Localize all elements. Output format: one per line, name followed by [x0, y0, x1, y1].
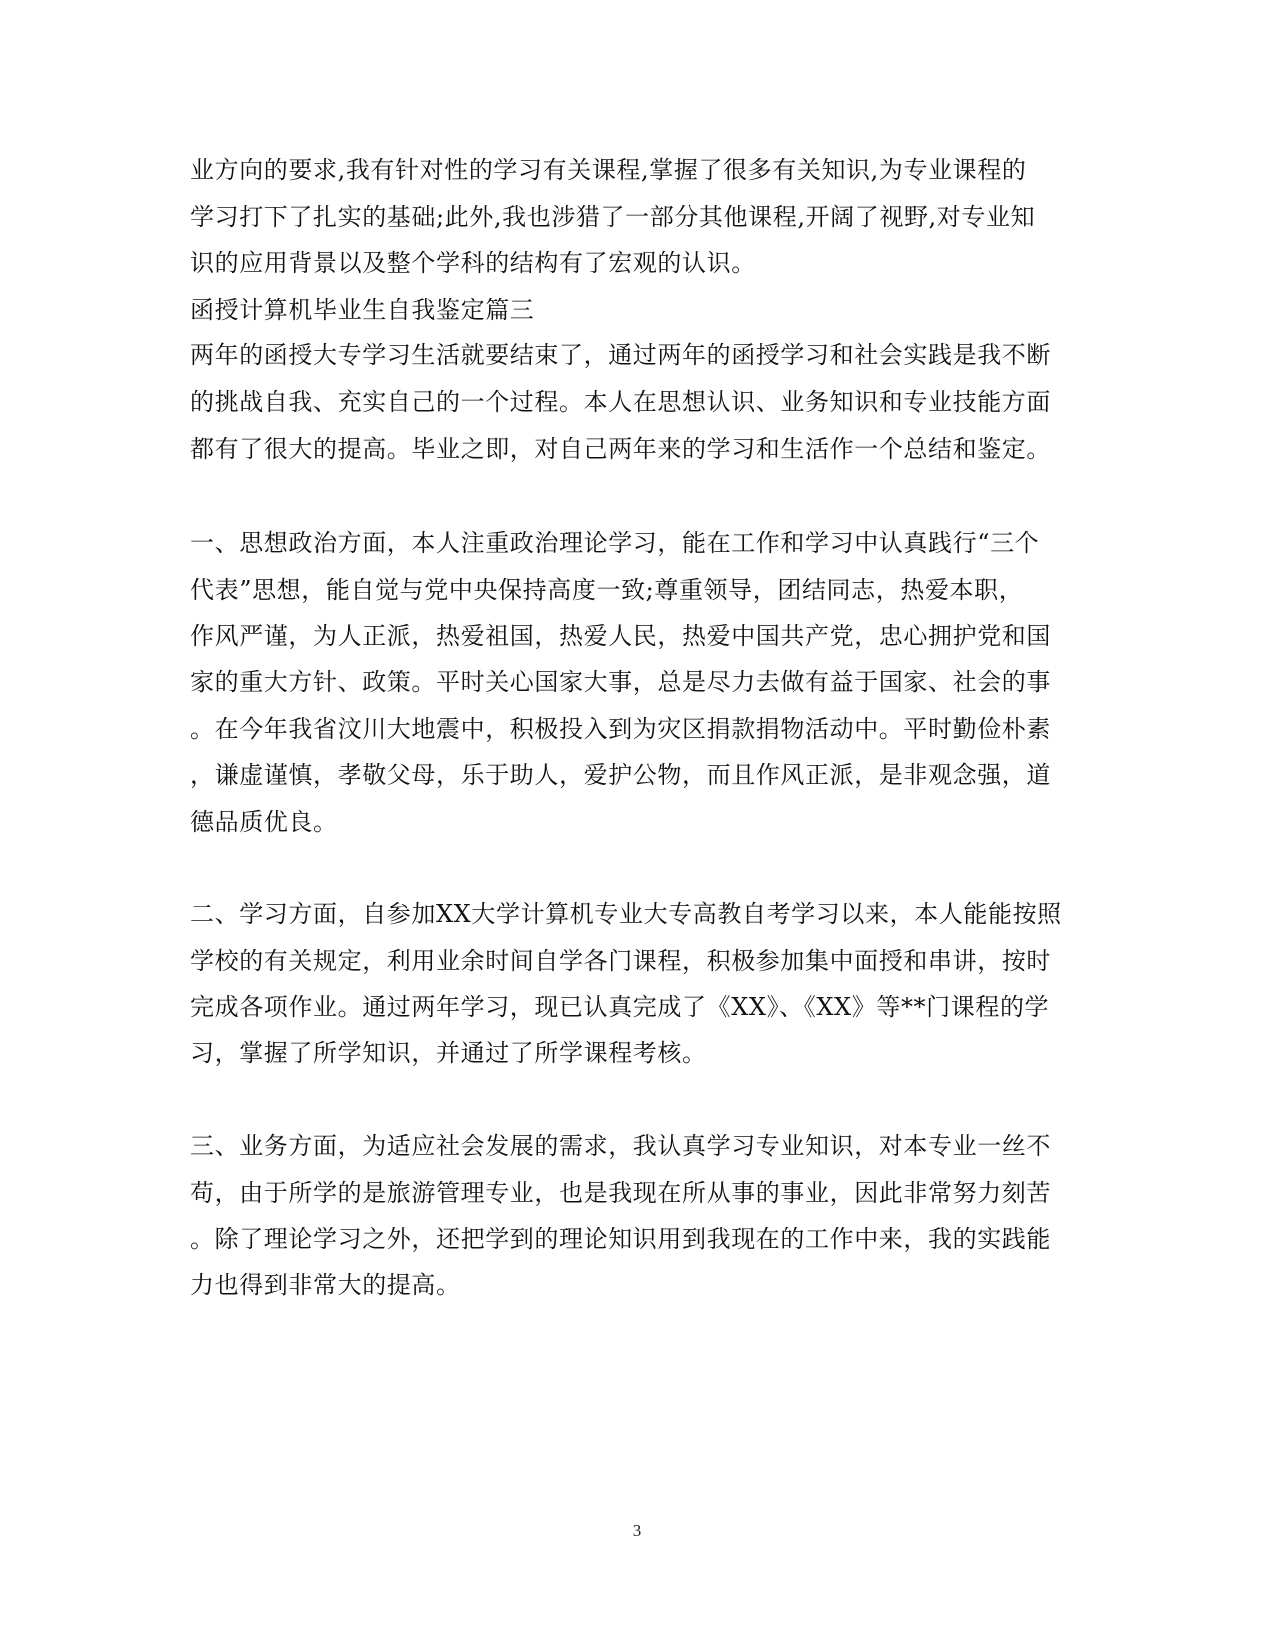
text-line: 德品质优良。	[190, 808, 338, 836]
text-line: 业方向的要求,我有针对性的学习有关课程,掌握了很多有关知识,为专业课程的	[190, 156, 1027, 184]
text-line: 作风严谨，为人正派，热爱祖国，热爱人民，热爱中国共产党，忠心拥护党和国	[190, 622, 1051, 650]
text-line: 的挑战自我、充实自己的一个过程。本人在思想认识、业务知识和专业技能方面	[190, 388, 1051, 416]
text-line: 习，掌握了所学知识，并通过了所学课程考核。	[190, 1039, 707, 1067]
text-line: 三、业务方面，为适应社会发展的需求，我认真学习专业知识，对本专业一丝不	[190, 1132, 1051, 1160]
text-line: ，谦虚谨慎，孝敬父母，乐于助人，爱护公物，而且作风正派，是非观念强，道	[190, 761, 1051, 789]
text-line: 。在今年我省汶川大地震中，积极投入到为灾区捐款捐物活动中。平时勤俭朴素	[190, 715, 1051, 743]
text-line: 学校的有关规定，利用业余时间自学各门课程，积极参加集中面授和串讲，按时	[190, 947, 1051, 975]
text-line: 完成各项作业。通过两年学习，现已认真完成了《XX》、《XX》等**门课程的学	[190, 993, 1050, 1021]
section-title: 函授计算机毕业生自我鉴定篇三	[190, 296, 535, 324]
page-number: 3	[632, 1521, 642, 1540]
text-line: 一、思想政治方面，本人注重政治理论学习，能在工作和学习中认真践行“三个	[190, 529, 1040, 557]
text-line: 。除了理论学习之外，还把学到的理论知识用到我现在的工作中来，我的实践能	[190, 1225, 1051, 1253]
text-line: 识的应用背景以及整个学科的结构有了宏观的认识。	[190, 249, 756, 277]
text-line: 苟，由于所学的是旅游管理专业，也是我现在所从事的事业，因此非常努力刻苦	[190, 1179, 1051, 1207]
text-line: 代表”思想，能自觉与党中央保持高度一致;尊重领导，团结同志，热爱本职，	[190, 576, 1024, 604]
text-line: 家的重大方针、政策。平时关心国家大事，总是尽力去做有益于国家、社会的事	[190, 668, 1051, 696]
text-line: 力也得到非常大的提高。	[190, 1271, 461, 1299]
text-line: 二、学习方面，自参加XX大学计算机专业大专高教自考学习以来，本人能能按照	[190, 900, 1062, 928]
text-line: 都有了很大的提高。毕业之即，对自己两年来的学习和生活作一个总结和鉴定。	[190, 435, 1051, 463]
text-line: 学习打下了扎实的基础;此外,我也涉猎了一部分其他课程,开阔了视野,对专业知	[190, 203, 1036, 231]
text-line: 两年的函授大专学习生活就要结束了，通过两年的函授学习和社会实践是我不断	[190, 341, 1051, 369]
